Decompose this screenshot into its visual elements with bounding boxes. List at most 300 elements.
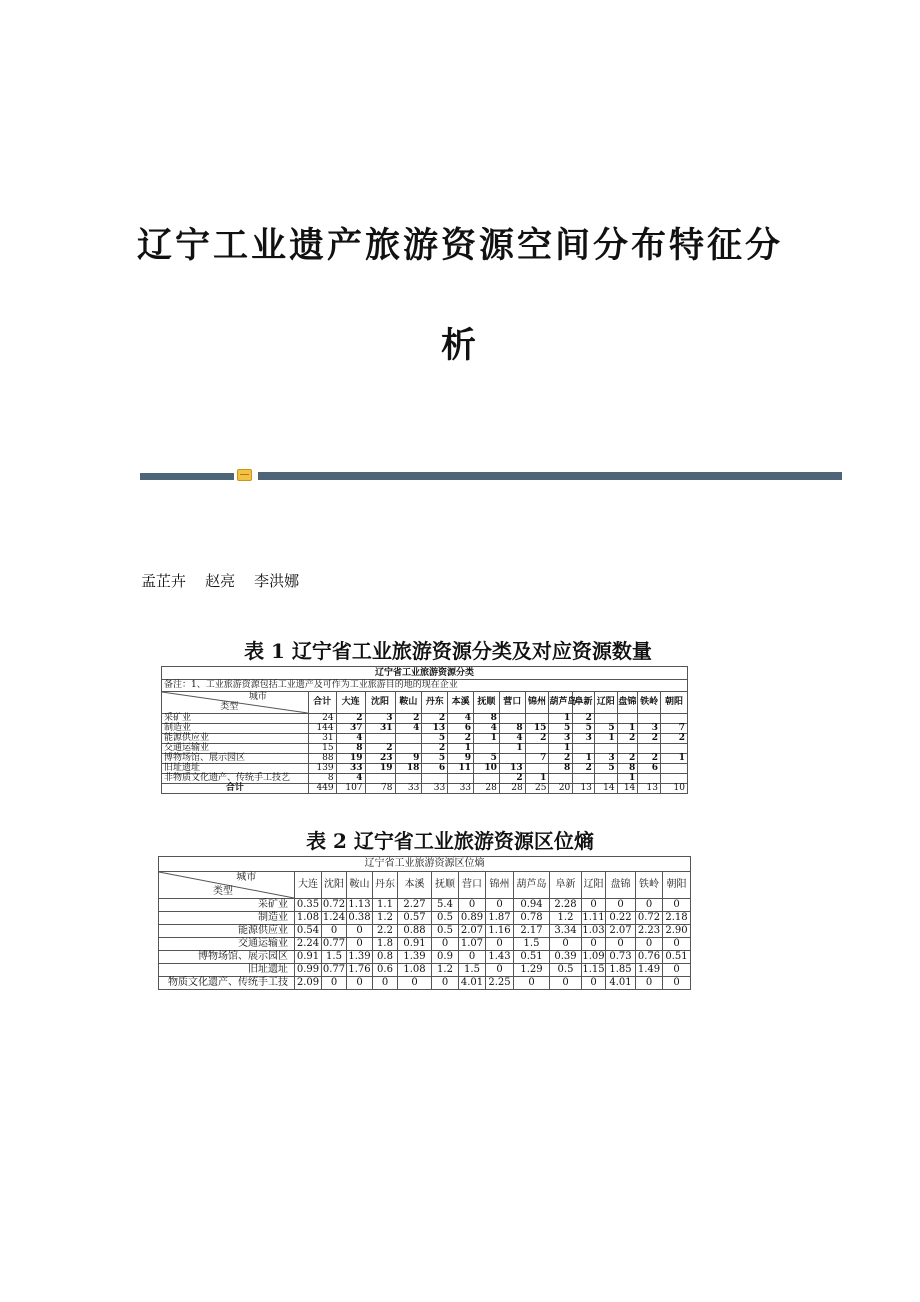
table-cell: 0 xyxy=(347,925,373,938)
table-cell: 0.5 xyxy=(550,964,582,977)
total-cell: 449 xyxy=(308,784,336,794)
table-cell: 2 xyxy=(638,754,661,764)
table-cell: 2.24 xyxy=(295,938,322,951)
table-cell: 1.2 xyxy=(550,912,582,925)
table-cell xyxy=(617,714,638,724)
table-cell: 2.90 xyxy=(663,925,691,938)
table-cell: 0.39 xyxy=(550,951,582,964)
table-cell: 0 xyxy=(582,899,606,912)
row-type-label: 采矿业 xyxy=(159,899,295,912)
table-cell xyxy=(474,774,500,784)
table-cell: 2.09 xyxy=(295,977,322,990)
table-cell: 13 xyxy=(499,764,525,774)
table-cell: 2 xyxy=(336,714,365,724)
column-header: 阜新 xyxy=(573,692,595,714)
table-cell: 1 xyxy=(617,774,638,784)
table-cell xyxy=(660,764,687,774)
table-cell: 8 xyxy=(308,774,336,784)
table-cell: 7 xyxy=(660,724,687,734)
table-cell: 0 xyxy=(636,938,663,951)
table-cell: 2 xyxy=(573,764,595,774)
row-type-label: 采矿业 xyxy=(162,714,309,724)
table-cell: 0 xyxy=(432,977,459,990)
table-cell: 1.09 xyxy=(582,951,605,962)
table-cell: 0 xyxy=(550,938,582,951)
table-cell xyxy=(448,774,474,784)
table-cell: 13 xyxy=(422,724,448,734)
table-cell: 1.76 xyxy=(348,964,371,975)
table-cell: 0 xyxy=(636,899,663,912)
table-cell: 1.03 xyxy=(582,925,605,936)
table-cell xyxy=(638,714,661,724)
row-type-label: 交通运输业 xyxy=(159,938,295,951)
row-type-label: 能源供应业 xyxy=(159,925,295,938)
table-cell: 0 xyxy=(606,899,636,912)
table-cell: 0 xyxy=(606,938,636,951)
table-cell: 0 xyxy=(373,977,398,990)
table-cell: 2.2 xyxy=(373,925,398,938)
table-cell: 0 xyxy=(663,977,691,990)
total-cell: 20 xyxy=(549,784,573,794)
table-cell: 0.54 xyxy=(295,925,322,938)
table-cell: 0.51 xyxy=(663,951,691,964)
total-cell: 33 xyxy=(448,784,474,794)
table-cell xyxy=(525,764,549,774)
row-type-label: 旧址遗址 xyxy=(159,964,295,977)
table-cell: 1.87 xyxy=(486,912,514,925)
table-cell: 19 xyxy=(336,754,365,764)
table-cell xyxy=(395,774,422,784)
title-divider-right xyxy=(258,472,842,480)
table-cell: 0 xyxy=(459,899,486,912)
column-header: 盘锦 xyxy=(617,692,638,714)
table-row xyxy=(159,977,691,990)
table-cell: 5 xyxy=(549,724,573,734)
table-row xyxy=(162,734,688,744)
row-type-label: 交通运输业 xyxy=(162,744,309,754)
table-cell xyxy=(660,774,687,784)
table-cell: 0 xyxy=(582,938,606,951)
author-list: 孟芷卉 赵亮 李洪娜 xyxy=(141,572,300,590)
corner-label-type: 类型 xyxy=(213,886,233,897)
column-header: 朝阳 xyxy=(660,692,687,714)
column-header: 盘锦 xyxy=(606,872,636,899)
table-cell: 1 xyxy=(549,744,573,754)
table-cell: 24 xyxy=(308,714,336,724)
table-cell: 37 xyxy=(336,724,365,734)
row-type-label: 能源供应业 xyxy=(162,734,309,744)
table-row xyxy=(159,938,691,951)
table-cell: 4 xyxy=(336,734,365,744)
table-cell: 0 xyxy=(322,925,347,938)
column-header: 鞍山 xyxy=(395,692,422,714)
table-cell: 2 xyxy=(660,734,687,744)
table-cell: 2 xyxy=(549,754,573,764)
column-header: 葫芦岛 xyxy=(514,872,550,899)
column-header: 锦州 xyxy=(486,872,514,899)
total-row-label: 合计 xyxy=(162,784,309,794)
corner-header-cell xyxy=(159,872,295,899)
table-cell: 3.34 xyxy=(550,925,582,938)
table-cell xyxy=(474,744,500,754)
table-caption-row xyxy=(159,857,691,872)
table-cell: 0.99 xyxy=(295,964,322,977)
location-quotient-table xyxy=(158,856,691,990)
table-cell xyxy=(660,714,687,724)
column-header: 辽阳 xyxy=(582,872,606,899)
table-cell: 0.91 xyxy=(295,951,322,964)
total-cell: 33 xyxy=(422,784,448,794)
table-cell: 3 xyxy=(573,734,595,744)
column-header: 抚顺 xyxy=(432,872,459,899)
document-title-line-1: 辽宁工业遗产旅游资源空间分布特征分 xyxy=(136,225,783,266)
table-cell xyxy=(525,744,549,754)
total-cell: 25 xyxy=(525,784,549,794)
table-cell: 5.4 xyxy=(432,899,459,912)
table-cell: 2.07 xyxy=(459,925,486,938)
table2-title: 表 2 辽宁省工业旅游资源区位熵 xyxy=(306,829,594,853)
table-cell: 0 xyxy=(663,938,691,951)
table-cell: 0.94 xyxy=(514,899,550,912)
column-header: 鞍山 xyxy=(347,872,373,899)
table-caption: 辽宁省工业旅游资源区位熵 xyxy=(159,857,691,872)
table-cell: 8 xyxy=(336,744,365,754)
table-cell: 5 xyxy=(422,754,448,764)
table-cell: 2.07 xyxy=(606,925,636,938)
table-cell: 2 xyxy=(422,744,448,754)
table-row xyxy=(159,964,691,977)
table-cell xyxy=(422,774,448,784)
table-cell: 4 xyxy=(474,724,500,734)
table-cell xyxy=(365,774,395,784)
title-divider-left xyxy=(140,473,234,480)
table-cell: 2.18 xyxy=(663,912,691,925)
table-cell: 1 xyxy=(594,734,617,744)
table-cell: 0 xyxy=(663,964,691,977)
table-cell: 2 xyxy=(365,744,395,754)
table-cell: 1 xyxy=(474,734,500,744)
table-cell xyxy=(617,744,638,754)
table-cell: 5 xyxy=(422,734,448,744)
table-cell: 1.2 xyxy=(432,964,459,977)
table-cell: 0 xyxy=(347,977,373,990)
row-type-label: 物质文化遗产、传统手工技 xyxy=(159,977,295,990)
table-header-row xyxy=(162,692,688,714)
table-cell: 0.22 xyxy=(606,912,636,925)
column-header: 葫芦岛 xyxy=(549,692,573,714)
table-cell: 4.01 xyxy=(459,977,486,990)
table-cell: 19 xyxy=(365,764,395,774)
table-row xyxy=(162,764,688,774)
table-cell: 10 xyxy=(474,764,500,774)
table-cell: 6 xyxy=(422,764,448,774)
table-cell: 2.28 xyxy=(550,899,582,912)
total-cell: 28 xyxy=(474,784,500,794)
table-cell: 2 xyxy=(617,734,638,744)
table-cell: 1.1 xyxy=(373,899,398,912)
table-cell: 8 xyxy=(549,764,573,774)
table-cell xyxy=(594,714,617,724)
column-header: 营口 xyxy=(499,692,525,714)
table-cell: 5 xyxy=(594,764,617,774)
table-cell: 0.5 xyxy=(432,912,459,925)
table-cell: 0.5 xyxy=(432,925,459,938)
column-header: 本溪 xyxy=(448,692,474,714)
total-cell: 33 xyxy=(395,784,422,794)
table-cell: 0.89 xyxy=(459,912,486,925)
table-cell: 1.2 xyxy=(373,912,398,925)
table-cell: 1.39 xyxy=(348,951,371,962)
table-row xyxy=(159,951,691,964)
table-cell: 1.11 xyxy=(582,912,605,923)
table-cell: 6 xyxy=(448,724,474,734)
table-cell xyxy=(638,744,661,754)
table-cell: 0 xyxy=(582,977,606,990)
corner-header-cell xyxy=(162,692,309,714)
table-cell xyxy=(549,774,573,784)
table-cell: 2.23 xyxy=(636,925,663,938)
table-cell: 139 xyxy=(308,764,336,774)
table-cell: 5 xyxy=(594,724,617,734)
column-header: 丹东 xyxy=(422,692,448,714)
table-cell: 2 xyxy=(617,754,638,764)
table-cell: 0.76 xyxy=(636,951,663,964)
table-cell: 4 xyxy=(395,724,422,734)
column-header: 锦州 xyxy=(525,692,549,714)
table-note-row xyxy=(162,680,688,692)
total-cell: 13 xyxy=(638,784,661,794)
table-cell: 1.15 xyxy=(582,964,605,975)
total-row xyxy=(162,784,688,794)
corner-label-type: 类型 xyxy=(220,702,239,712)
table-cell: 0.72 xyxy=(636,912,663,925)
column-header: 大连 xyxy=(336,692,365,714)
row-type-label: 博物场馆、展示园区 xyxy=(162,754,309,764)
table-row xyxy=(162,714,688,724)
table-cell: 7 xyxy=(525,754,549,764)
table-cell: 1 xyxy=(525,774,549,784)
row-type-label: 博物场馆、展示园区 xyxy=(159,951,295,964)
table-cell: 1.16 xyxy=(486,925,514,938)
table-cell: 15 xyxy=(525,724,549,734)
table-cell: 4 xyxy=(336,774,365,784)
table-cell: 1.24 xyxy=(322,912,346,923)
table-cell: 8 xyxy=(617,764,638,774)
table-cell: 0 xyxy=(398,977,432,990)
table-cell xyxy=(525,714,549,724)
table-cell: 0.91 xyxy=(398,938,432,951)
table-cell: 1 xyxy=(448,744,474,754)
table-cell xyxy=(499,714,525,724)
column-header: 抚顺 xyxy=(474,692,500,714)
corner-label-city: 城市 xyxy=(236,872,257,883)
table-cell: 0.38 xyxy=(348,912,371,923)
table-cell: 9 xyxy=(448,754,474,764)
table-row xyxy=(159,899,691,912)
table-cell: 0 xyxy=(636,977,663,990)
table-cell: 0 xyxy=(550,977,582,990)
book-icon xyxy=(237,469,252,481)
column-header: 本溪 xyxy=(398,872,432,899)
column-header: 丹东 xyxy=(373,872,398,899)
table-cell: 0 xyxy=(663,899,691,912)
column-header: 沈阳 xyxy=(322,872,347,899)
total-cell: 13 xyxy=(573,784,595,794)
table-caption-row xyxy=(162,667,688,680)
table-cell: 1.5 xyxy=(514,938,550,951)
table-cell: 0 xyxy=(322,977,347,990)
table-cell: 0.77 xyxy=(322,938,346,949)
row-type-label: 非物质文化遗产、传统手工技艺 xyxy=(162,774,309,784)
table-cell: 0 xyxy=(486,899,514,912)
table-cell: 2 xyxy=(499,774,525,784)
table-cell xyxy=(594,774,617,784)
table-note: 备注：1、工业旅游资源包括工业遗产及可作为工业旅游目的地的现在企业 xyxy=(162,680,688,692)
table-cell: 31 xyxy=(365,724,395,734)
table-cell: 11 xyxy=(448,764,474,774)
corner-label-city: 城市 xyxy=(248,692,267,702)
table-row xyxy=(159,925,691,938)
table-cell xyxy=(660,744,687,754)
table-cell: 1 xyxy=(573,754,595,764)
resource-count-table xyxy=(161,666,688,794)
column-header: 铁岭 xyxy=(638,692,661,714)
table-cell: 2 xyxy=(422,714,448,724)
table-cell: 0.73 xyxy=(606,951,636,964)
table-cell: 1.8 xyxy=(373,938,398,951)
table-cell: 0 xyxy=(459,951,486,964)
table-cell: 0.35 xyxy=(295,899,322,912)
table-cell: 0 xyxy=(347,938,373,951)
table-header-row xyxy=(159,872,691,899)
table-cell: 0 xyxy=(486,938,514,951)
column-header: 辽阳 xyxy=(594,692,617,714)
table-cell xyxy=(395,734,422,744)
table-row xyxy=(162,774,688,784)
table-cell: 1.5 xyxy=(322,951,347,964)
table-cell xyxy=(638,774,661,784)
table-cell: 3 xyxy=(594,754,617,764)
table-row xyxy=(162,754,688,764)
table-cell: 3 xyxy=(638,724,661,734)
table-cell: 8 xyxy=(474,714,500,724)
table-cell xyxy=(573,744,595,754)
table-row xyxy=(159,912,691,925)
table-cell: 3 xyxy=(549,734,573,744)
row-type-label: 旧址遗址 xyxy=(162,764,309,774)
table-cell: 33 xyxy=(336,764,365,774)
table-cell: 5 xyxy=(474,754,500,764)
table-cell: 1 xyxy=(660,754,687,764)
table-cell: 0.72 xyxy=(322,899,346,910)
table-cell: 2 xyxy=(395,714,422,724)
table-cell: 0 xyxy=(486,964,514,977)
document-title-line-2: 析 xyxy=(440,325,479,366)
table-cell: 1.5 xyxy=(459,964,486,977)
table-cell: 1.08 xyxy=(295,912,322,925)
table-cell: 1.49 xyxy=(636,964,663,977)
total-cell: 107 xyxy=(336,784,365,794)
table-cell: 2 xyxy=(525,734,549,744)
column-header: 大连 xyxy=(295,872,322,899)
table-row xyxy=(162,744,688,754)
table-cell: 2.25 xyxy=(486,977,514,990)
table-cell: 0.77 xyxy=(322,964,346,975)
table-cell: 2 xyxy=(448,734,474,744)
table-cell: 23 xyxy=(365,754,395,764)
table-cell xyxy=(573,774,595,784)
column-header: 营口 xyxy=(459,872,486,899)
table-cell: 88 xyxy=(308,754,336,764)
total-cell: 14 xyxy=(594,784,617,794)
table-caption: 辽宁省工业旅游资源分类 xyxy=(162,667,688,680)
table-cell: 1 xyxy=(549,714,573,724)
table-cell: 1 xyxy=(499,744,525,754)
table-cell: 6 xyxy=(638,764,661,774)
column-header: 合计 xyxy=(308,692,336,714)
table-cell: 0 xyxy=(432,938,459,951)
table1-title: 表 1 辽宁省工业旅游资源分类及对应资源数量 xyxy=(244,639,652,663)
table-cell: 1.85 xyxy=(606,964,636,977)
total-cell: 78 xyxy=(365,784,395,794)
table-cell: 8 xyxy=(499,724,525,734)
table-cell: 0.9 xyxy=(432,951,459,964)
table-cell: 1 xyxy=(617,724,638,734)
column-header: 沈阳 xyxy=(365,692,395,714)
table-cell: 1.13 xyxy=(348,899,371,910)
row-type-label: 制造业 xyxy=(162,724,309,734)
table-cell: 3 xyxy=(365,714,395,724)
table-cell: 2.27 xyxy=(398,899,432,912)
table-cell: 1.29 xyxy=(514,964,550,977)
column-header: 阜新 xyxy=(550,872,582,899)
table-cell: 0.6 xyxy=(373,964,398,977)
table-cell xyxy=(395,744,422,754)
table-cell: 1.39 xyxy=(398,951,432,964)
table-cell: 15 xyxy=(308,744,336,754)
table-cell xyxy=(594,744,617,754)
table-cell: 4.01 xyxy=(606,977,636,990)
total-cell: 28 xyxy=(499,784,525,794)
table-cell: 144 xyxy=(308,724,336,734)
table-cell: 0.51 xyxy=(514,951,550,964)
table-cell: 2 xyxy=(638,734,661,744)
table-cell: 31 xyxy=(308,734,336,744)
table-cell xyxy=(499,754,525,764)
table-cell: 5 xyxy=(573,724,595,734)
column-header: 朝阳 xyxy=(663,872,691,899)
table-cell: 4 xyxy=(499,734,525,744)
table-cell: 18 xyxy=(395,764,422,774)
table-cell: 2.17 xyxy=(514,925,550,938)
table-cell: 0 xyxy=(514,977,550,990)
row-type-label: 制造业 xyxy=(159,912,295,925)
total-cell: 14 xyxy=(617,784,638,794)
table-cell xyxy=(365,734,395,744)
table-cell: 0.78 xyxy=(514,912,550,925)
table-cell: 2 xyxy=(573,714,595,724)
table-cell: 1.43 xyxy=(486,951,514,964)
table-cell: 1.08 xyxy=(398,964,432,977)
table-cell: 4 xyxy=(448,714,474,724)
table-cell: 0.88 xyxy=(398,925,432,938)
table-cell: 0.57 xyxy=(398,912,432,925)
table-cell: 0.8 xyxy=(373,951,398,964)
column-header: 铁岭 xyxy=(636,872,663,899)
table-row xyxy=(162,724,688,734)
table-cell: 9 xyxy=(395,754,422,764)
table-cell: 1.07 xyxy=(459,938,486,951)
